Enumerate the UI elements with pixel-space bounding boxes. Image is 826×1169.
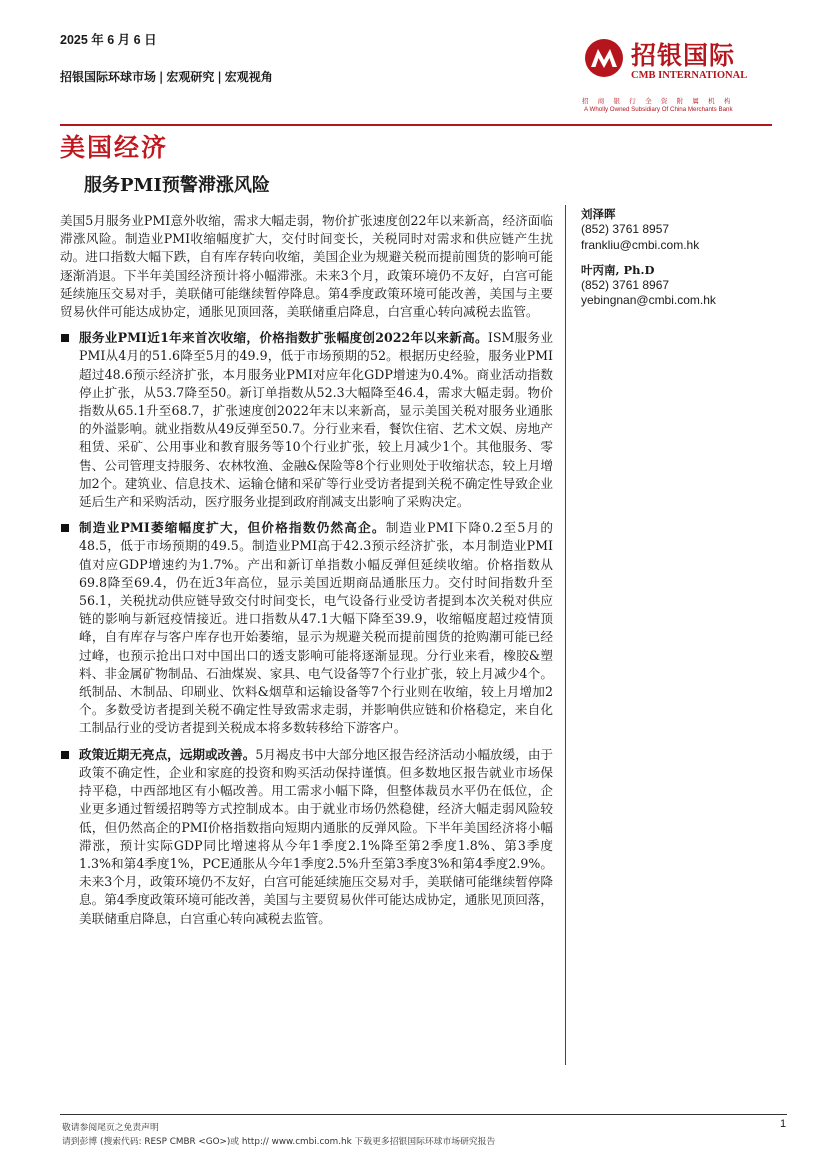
analyst-email[interactable]: frankliu@cmbi.com.hk [581, 237, 700, 252]
analyst-name: 刘泽晖 [581, 207, 616, 221]
analyst-phone: (852) 3761 8967 [581, 278, 670, 293]
cmbi-emblem-icon [584, 38, 624, 78]
analyst-phone: (852) 3761 8957 [581, 222, 670, 237]
square-bullet-icon [61, 524, 69, 532]
report-body [60, 212, 553, 928]
breadcrumb-item-research: 宏观研究 [166, 70, 215, 84]
bullet-paragraph-policy [60, 746, 553, 928]
footer-divider [60, 1114, 787, 1115]
square-bullet-icon [61, 751, 69, 759]
breadcrumb-separator: | [159, 70, 164, 84]
bullet-paragraph-services [60, 329, 553, 511]
breadcrumb-separator: | [217, 70, 222, 84]
square-bullet-icon [61, 334, 69, 342]
intro-paragraph: 美国5月服务业PMI意外收缩，需求大幅走弱，物价扩张速度创22年以来新高，经济面临滞涨风险。制造业PMI收缩幅度扩大，交付时间变长，关税同时对需求和供应链产生扰动。进口指数大幅下跌，自有库存转向收缩，美国企业为规避关税而提前囤货的影响可能逐渐消退。下半年美国经济预计将小幅滞涨。未来3个月，政策环境仍不友好，白宫可能延续施压交易对手，美联储可能继续暂停降息。第4季度政策环境可能改善，美国与主要贸易伙伴可能达成协定，通胀见顶回落，美联储重启降息，白宫重心转向减税去监管。 [60, 213, 553, 320]
logo-name-cn: 招银国际 [631, 41, 736, 70]
breadcrumb-item-division: 招银国际环球市场 [60, 70, 157, 84]
report-title: 服务PMI预警滞涨风险 [84, 175, 270, 196]
column-divider [565, 205, 566, 1065]
report-category: 美国经济 [60, 133, 169, 162]
report-date: 2025 年 6 月 6 日 [60, 33, 157, 47]
analyst-name: 叶丙南, Ph.D [581, 262, 655, 277]
breadcrumb-item-perspective: 宏观视角 [224, 70, 273, 84]
bullet-body: 5月褐皮书中大部分地区报告经济活动小幅放缓，由于政策不确定性，企业和家庭的投资和购买活动保持谨慎。但多数地区报告就业市场保持平稳，中西部地区有小幅改善。用工需求小幅下降，但整体裁员水平仍在低位，企业更多通过暂缓招聘等方式控制成本。由于就业市场仍然稳健，经济大幅走弱风险较低，但仍然高企的PMI价格指数指向短期内通胀的反弹风险。下半年美国经济将小幅滞涨，预计实际GDP同比增速将从今年1季度2.1%降至第2季度1.8%、第3季度1.3%和第4季度1%，PCE通胀从今年1季度2.5%升至第3季度3%和第4季度2.9%。未来3个月，政策环境仍不友好，白宫可能延续施压交易对手，美联储可能继续暂停降息。第4季度政策环境可能改善，美国与主要贸易伙伴可能达成协定，通胀见顶回落，美联储重启降息，白宫重心转向减税去监管。 [79, 746, 554, 926]
bullet-paragraph-manufacturing [60, 519, 553, 737]
cmbi-logo [582, 36, 778, 118]
analyst-email[interactable]: yebingnan@cmbi.com.hk [581, 293, 716, 308]
bullet-heading: 政策近期无亮点，远期或改善。 [79, 746, 256, 762]
bullet-heading: 制造业PMI萎缩幅度扩大，但价格指数仍然高企。 [79, 520, 386, 536]
header-divider [60, 124, 772, 126]
bullet-heading: 服务业PMI近1年来首次收缩，价格指数扩张幅度创2022年以来新高。 [79, 330, 488, 346]
bullet-body: ISM服务业PMI从4月的51.6降至5月的49.9，低于市场预期的52。根据历史经验，服务业PMI超过48.6预示经济扩张，本月服务业PMI对应年化GDP增速为0.4%。商业活动指数停止扩张，从53.7降至50。新订单指数从52.3大幅降至46.4，需求大幅走弱。物价指数从65.1升至68.7，扩张速度创2022年末以来新高，显示美国关税对服务业通胀的外溢影响。就业指数从49反弹至50.7。分行业来看，餐饮住宿、艺术文娱、房地产租赁、采矿、公用事业和教育服务等10个行业扩张，较上月减少1个。其他服务、零售、公司管理支持服务、农林牧渔、金融&保险等8个行业则处于收缩状态，较上月增加2个。建筑业、信息技术、运输仓储和采矿等行业受访者提到关税不确定性导致企业延后生产和采购活动，医疗服务业提到政府削减支出影响了采购决定。 [79, 330, 553, 510]
page-number: 1 [780, 1118, 787, 1130]
logo-name-en: CMB INTERNATIONAL [631, 70, 748, 81]
bullet-body: 制造业PMI下降0.2至5月的48.5，低于市场预期的49.5。制造业PMI高于42.3预示经济扩张，本月制造业PMI值对应GDP增速约为1.7%。产出和新订单指数小幅反弹但延续收缩。价格指数从69.8降至69.4，仍在近3年高位，显示美国近期商品通胀压力。交付时间指数升至56.1，关税扰动供应链导致交付时间变长，电气设备行业受访者提到本次关税对供应链的影响与新冠疫情接近。进口指数从47.1大幅下降至39.9，收缩幅度超过疫情顶峰，自有库存与客户库存也开始萎缩，显示为规避关税而提前囤货的抢购潮可能已经过峰，也预示抢出口对中国出口的透支影响可能将逐渐显现。分行业来看，橡胶&塑料、非金属矿物制品、石油煤炭、家具、电气设备等7个行业扩张，较上月减少4个。纸制品、木制品、印刷业、饮料&烟草和运输设备等7个行业则在收缩，较上月增加2个。多数受访者提到关税不确定性导致需求走弱，并影响供应链和价格稳定，来自化工制品行业的受访者提到关税成本将多数转移给下游客户。 [79, 520, 553, 736]
footer-download-note: 请到彭博 (搜索代码: RESP CMBR <GO>)或 http:// www.cmbi.com.hk 下载更多招银国际环球市场研究报告 [62, 1137, 496, 1147]
logo-tagline-en: A Wholly Owned Subsidiary Of China Merchants Bank [584, 106, 733, 113]
footer-disclaimer: 敬请参阅尾页之免责声明 [62, 1123, 159, 1133]
logo-tagline-cn: 招 商 银 行 全 资 附 属 机 构 [582, 97, 734, 105]
analyst-card [581, 207, 716, 253]
breadcrumb [60, 68, 273, 85]
analyst-contacts [581, 207, 716, 319]
analyst-card [581, 263, 716, 309]
